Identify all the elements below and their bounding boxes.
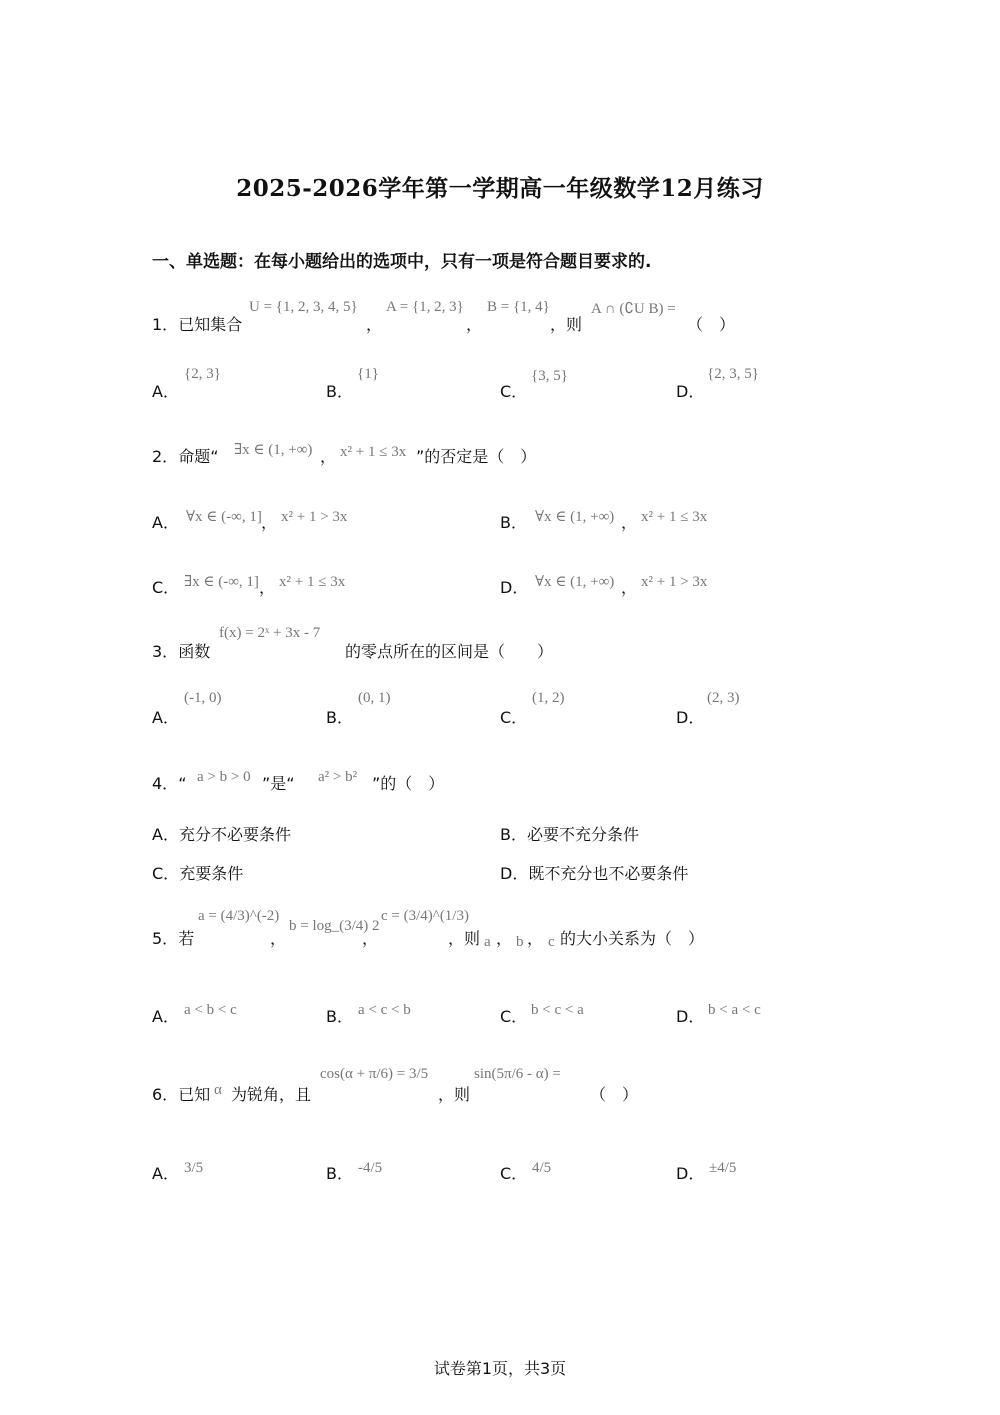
option-math: (1, 2) <box>532 690 565 706</box>
option-a <box>152 822 291 845</box>
page-footer: 试卷第1页，共3页 <box>433 1359 567 1378</box>
question-5 <box>152 926 194 949</box>
math-c-definition: c = (3/4)^(1/3) <box>381 908 469 924</box>
question-2 <box>152 444 218 467</box>
option-c <box>500 1161 527 1184</box>
option-label: A． <box>152 513 179 532</box>
option-label: C． <box>500 1164 528 1183</box>
option-label: D． <box>676 1164 705 1183</box>
option-label: D． <box>676 708 705 727</box>
option-label: A． <box>152 382 179 401</box>
page-title: 2025-2026学年第一学期高一年级数学12月练习 <box>236 175 764 202</box>
question-text: 的零点所在的区间是（ ） <box>345 642 554 661</box>
math-condition: ∃x ∈ (1, +∞) <box>234 442 313 458</box>
separator: ， <box>261 513 278 532</box>
option-math: -4/5 <box>358 1160 383 1176</box>
math-function: f(x) = 2ˣ + 3x - 7 <box>219 625 321 641</box>
math-expression: A ∩ (∁U B) = <box>591 301 676 317</box>
option-label: D． <box>676 1007 705 1026</box>
separator: ， <box>621 513 638 532</box>
option-d <box>676 379 704 402</box>
option-b <box>326 1161 353 1184</box>
question-text: 的大小关系为（ ） <box>560 929 705 948</box>
option-b <box>500 510 527 533</box>
question-text: 若 <box>178 929 195 948</box>
option-a <box>152 510 179 533</box>
option-math: 4/5 <box>532 1160 552 1176</box>
var-b: b <box>516 934 524 950</box>
question-text: ，则 <box>438 1085 471 1104</box>
question-text: 函数 <box>178 642 211 661</box>
var-alpha: α <box>214 1082 222 1098</box>
option-math-2: x² + 1 > 3x <box>641 574 708 590</box>
math-b-definition: b = log_(3/4) 2 <box>289 918 380 934</box>
option-c <box>500 1004 527 1027</box>
separator: ， <box>466 315 483 334</box>
option-c <box>152 575 179 598</box>
math-set-u: U = {1, 2, 3, 4, 5} <box>249 299 358 315</box>
option-a <box>152 1004 179 1027</box>
option-c <box>500 705 527 728</box>
option-text: 必要不充分条件 <box>526 825 639 844</box>
option-math: {2, 3} <box>184 366 221 382</box>
question-text: 命题“ <box>178 447 219 466</box>
question-number: 4． <box>152 774 179 793</box>
option-math: ∃x ∈ (-∞, 1] <box>184 574 259 590</box>
option-math: ±4/5 <box>709 1160 737 1176</box>
option-math: (-1, 0) <box>184 690 222 706</box>
option-math: 3/5 <box>184 1160 204 1176</box>
option-d <box>676 1161 704 1184</box>
option-math: b < c < a <box>531 1002 584 1018</box>
separator: ， <box>527 929 544 948</box>
section-heading: 一、单选题：在每小题给出的选项中，只有一项是符合题目要求的. <box>152 252 652 272</box>
question-number: 2． <box>152 447 179 466</box>
separator: ， <box>270 929 287 948</box>
math-set-b: B = {1, 4} <box>487 299 550 315</box>
separator: ， <box>366 315 383 334</box>
option-label: C． <box>500 708 528 727</box>
question-text: ”是“ <box>262 774 295 793</box>
question-1 <box>152 312 242 335</box>
question-number: 5． <box>152 929 179 948</box>
question-number: 3． <box>152 642 179 661</box>
option-math: (0, 1) <box>358 690 391 706</box>
option-d <box>676 705 704 728</box>
separator: ， <box>259 578 276 597</box>
option-label: B． <box>326 1164 353 1183</box>
option-math: {2, 3, 5} <box>707 366 759 382</box>
option-math: a < b < c <box>184 1002 237 1018</box>
math-condition: a > b > 0 <box>197 769 251 785</box>
option-text: 充分不必要条件 <box>178 825 291 844</box>
option-math: (2, 3) <box>707 690 740 706</box>
math-cos-condition: cos(α + π/6) = 3/5 <box>320 1066 429 1082</box>
option-label: A． <box>152 825 179 844</box>
question-text: 为锐角，且 <box>231 1085 312 1104</box>
option-label: A． <box>152 1164 179 1183</box>
option-math: ∀x ∈ (1, +∞) <box>535 509 615 525</box>
separator: ， <box>362 929 379 948</box>
option-label: D． <box>676 382 705 401</box>
option-label: C． <box>500 1007 528 1026</box>
question-text: ，则 <box>550 315 583 334</box>
option-c <box>152 861 243 884</box>
option-d <box>500 861 688 884</box>
option-a <box>152 379 179 402</box>
option-text: 充要条件 <box>179 864 244 883</box>
math-set-a: A = {1, 2, 3} <box>386 299 464 315</box>
option-label: B． <box>500 825 527 844</box>
option-label: B． <box>326 708 353 727</box>
question-number: 6． <box>152 1085 179 1104</box>
answer-parenthesis: （ ） <box>687 315 736 334</box>
option-d <box>676 1004 704 1027</box>
option-a <box>152 705 179 728</box>
separator: ， <box>496 929 513 948</box>
option-label: D． <box>500 864 529 883</box>
option-math: {3, 5} <box>531 368 568 384</box>
question-text: “ <box>178 774 187 793</box>
var-c: c <box>548 934 555 950</box>
option-math-2: x² + 1 ≤ 3x <box>279 574 346 590</box>
answer-parenthesis: （ ） <box>590 1085 639 1104</box>
option-a <box>152 1161 179 1184</box>
option-label: A． <box>152 708 179 727</box>
option-label: B． <box>326 1007 353 1026</box>
option-label: C． <box>500 382 528 401</box>
var-a: a <box>484 934 491 950</box>
option-math-2: x² + 1 > 3x <box>281 509 348 525</box>
separator: ， <box>320 447 337 466</box>
option-label: C． <box>152 864 180 883</box>
option-d <box>500 575 528 598</box>
option-label: B． <box>500 513 527 532</box>
math-a-definition: a = (4/3)^(-2) <box>198 908 280 924</box>
option-b <box>500 822 639 845</box>
math-sin-expression: sin(5π/6 - α) = <box>474 1066 561 1082</box>
question-text: ，则 <box>448 929 481 948</box>
separator: ， <box>621 578 638 597</box>
option-math: a < c < b <box>358 1002 411 1018</box>
option-b <box>326 379 353 402</box>
question-text: ”的（ ） <box>372 774 445 793</box>
option-label: C． <box>152 578 180 597</box>
question-3 <box>152 639 210 662</box>
option-math: {1} <box>357 366 379 382</box>
option-label: B． <box>326 382 353 401</box>
option-math-2: x² + 1 ≤ 3x <box>641 509 708 525</box>
math-condition-2: a² > b² <box>318 769 358 785</box>
option-math: ∀x ∈ (1, +∞) <box>535 574 615 590</box>
option-b <box>326 1004 353 1027</box>
question-number: 1． <box>152 315 179 334</box>
option-b <box>326 705 353 728</box>
option-label: D． <box>500 578 529 597</box>
option-label: A． <box>152 1007 179 1026</box>
question-text: 已知 <box>178 1085 211 1104</box>
option-text: 既不充分也不必要条件 <box>528 864 689 883</box>
question-text: 已知集合 <box>178 315 243 334</box>
math-inequality: x² + 1 ≤ 3x <box>340 444 407 460</box>
question-text: ”的否定是（ ） <box>416 447 537 466</box>
option-c <box>500 379 527 402</box>
option-math: b < a < c <box>708 1002 761 1018</box>
question-4 <box>152 771 186 794</box>
option-math: ∀x ∈ (-∞, 1] <box>186 509 262 525</box>
question-6 <box>152 1082 210 1105</box>
